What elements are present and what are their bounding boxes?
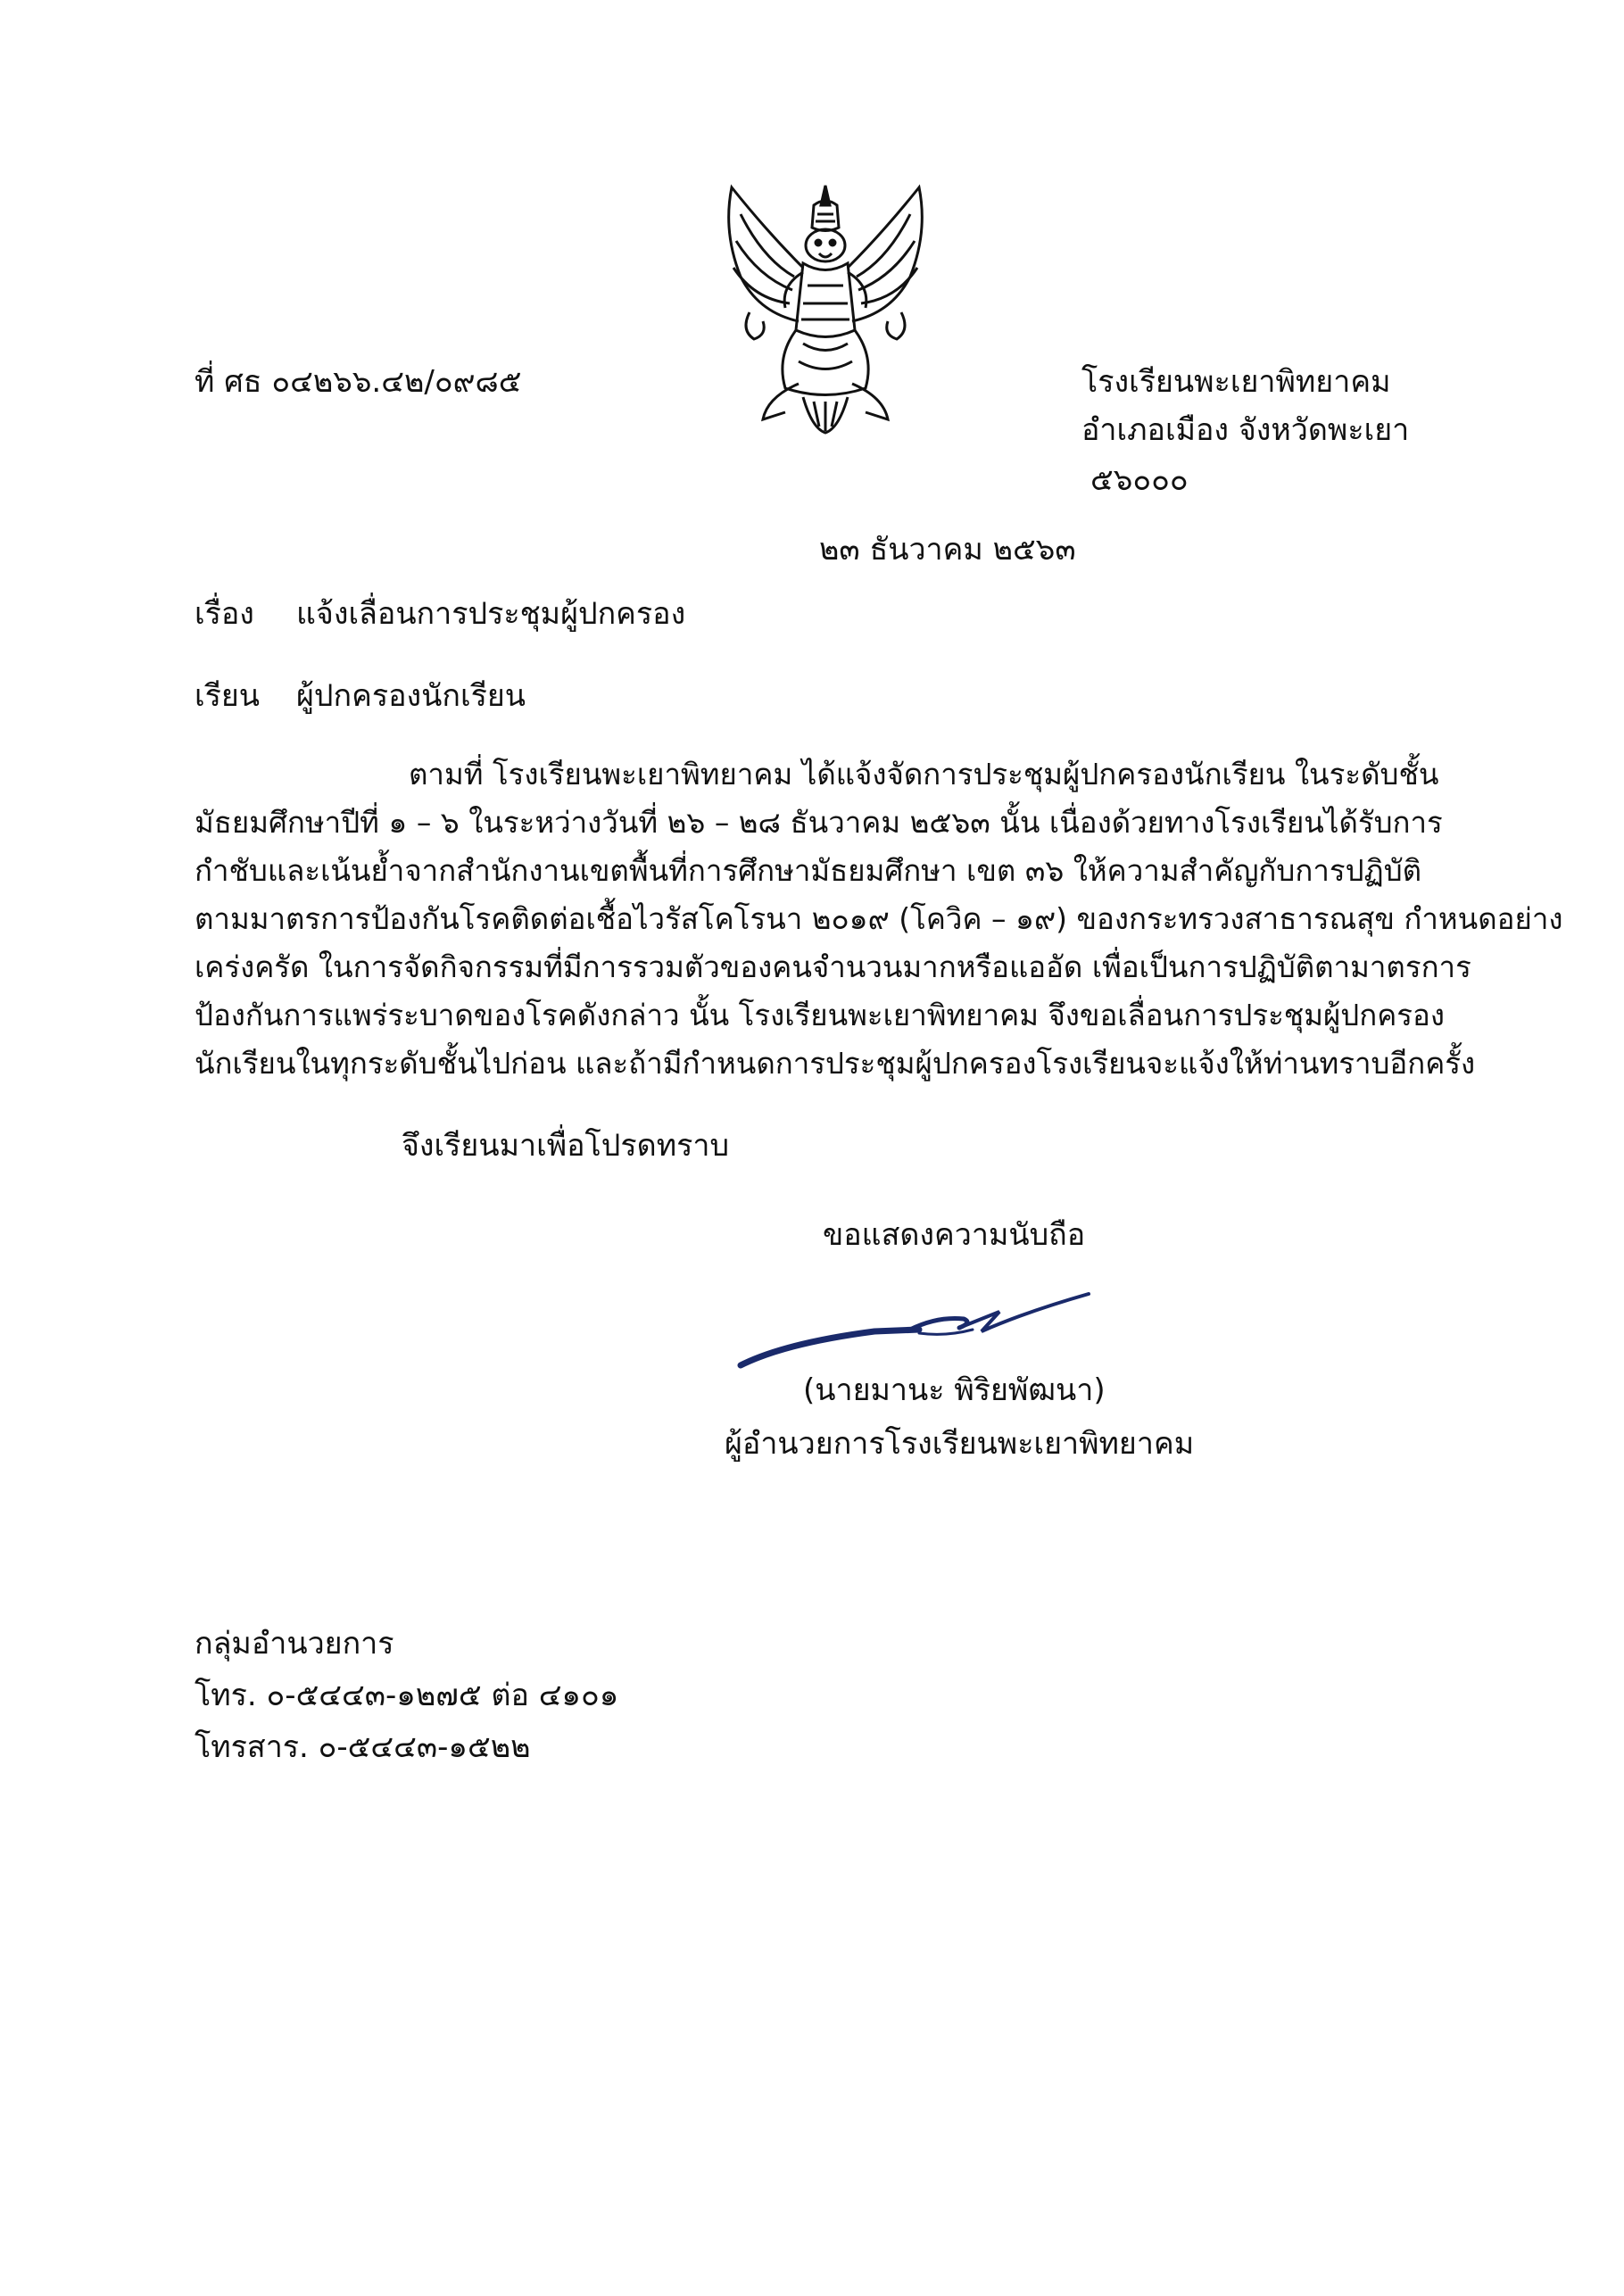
- garuda-emblem-icon: [714, 178, 937, 437]
- school-name: โรงเรียนพะเยาพิทยาคม: [1081, 364, 1391, 400]
- subject-text: แจ้งเลื่อนการประชุมผู้ปกครอง: [296, 596, 686, 632]
- footer-phone: โทร. ๐-๕๔๔๓-๑๒๗๕ ต่อ ๔๑๐๑: [195, 1678, 619, 1713]
- signatory-position: ผู้อำนวยการโรงเรียนพะเยาพิทยาคม: [725, 1426, 1195, 1462]
- body-line: กำชับและเน้นย้ำจากสำนักงานเขตพื้นที่การศึกษามัธยมศึกษา เขต ๓๖ ให้ความสำคัญกับการปฏิบัติ: [195, 853, 1422, 888]
- recipient-text: ผู้ปกครองนักเรียน: [296, 678, 526, 714]
- footer-fax: โทรสาร. ๐-๕๔๔๓-๑๕๒๒: [195, 1729, 531, 1765]
- regards-text: ขอแสดงความนับถือ: [823, 1217, 1086, 1253]
- postal-code: ๕๖๐๐๐: [1090, 462, 1189, 498]
- body-line: นักเรียนในทุกระดับชั้นไปก่อน และถ้ามีกำหนดการประชุมผู้ปกครองโรงเรียนจะแจ้งให้ท่านทราบอีกครั้ง: [195, 1046, 1476, 1081]
- body-line: ตามที่ โรงเรียนพะเยาพิทยาคม ได้แจ้งจัดการประชุมผู้ปกครองนักเรียน ในระดับชั้น: [409, 757, 1439, 792]
- footer-department: กลุ่มอำนวยการ: [195, 1626, 394, 1662]
- school-address: อำเภอเมือง จังหวัดพะเยา: [1081, 412, 1410, 448]
- closing-sentence: จึงเรียนมาเพื่อโปรดทราบ: [402, 1128, 730, 1164]
- subject-label: เรื่อง: [195, 596, 254, 632]
- recipient-label: เรียน: [195, 678, 261, 714]
- body-line: ป้องกันการแพร่ระบาดของโรคดังกล่าว นั้น โรงเรียนพะเยาพิทยาคม จึงขอเลื่อนการประชุมผู้ปกครอง: [195, 998, 1445, 1032]
- body-line: เคร่งครัด ในการจัดกิจกรรมที่มีการรวมตัวของคนจำนวนมากหรือแออัด เพื่อเป็นการปฏิบัติตามาตรการ: [195, 949, 1471, 984]
- body-line: มัธยมศึกษาปีที่ ๑ – ๖ ในระหว่างวันที่ ๒๖ – ๒๘ ธันวาคม ๒๕๖๓ นั้น เนื่องด้วยทางโรงเรียนได้รับการ: [195, 805, 1443, 840]
- letter-date: ๒๓ ธันวาคม ๒๕๖๓: [819, 532, 1076, 568]
- reference-number: ที่ ศธ ๐๔๒๖๖.๔๒/๐๙๘๕: [195, 364, 522, 400]
- body-line: ตามมาตรการป้องกันโรคติดต่อเชื้อไวรัสโคโรนา ๒๐๑๙ (โควิค – ๑๙) ของกระทรวงสาธารณสุข กำหนดอย่าง: [195, 901, 1563, 936]
- signature-image: [732, 1276, 1106, 1383]
- signatory-name: (นายมานะ พิริยพัฒนา): [803, 1372, 1106, 1408]
